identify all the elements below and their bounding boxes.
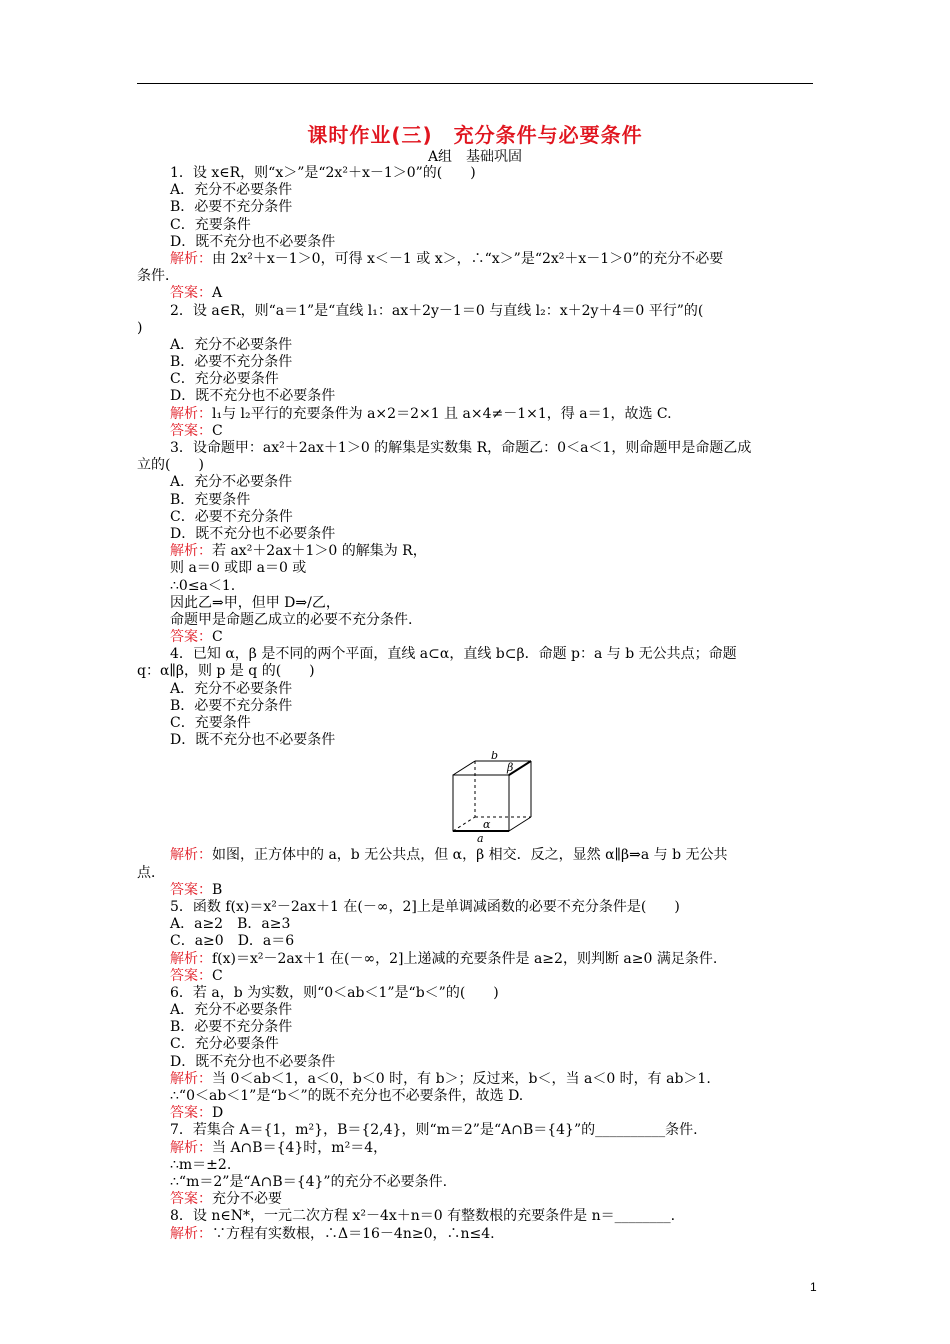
- line-body: C: [212, 967, 223, 984]
- text-line: [137, 285, 813, 302]
- text-line: 因此乙⇒甲，但甲 D⇒/乙，: [170, 594, 340, 611]
- text-line: C．a≥0 D．a＝6: [170, 933, 295, 950]
- text-line: C．充要条件: [170, 715, 251, 731]
- text-line: A．充分不必要条件: [170, 680, 293, 697]
- line-body: D: [212, 1105, 224, 1122]
- line-body: ∵方程有实数根，∴Δ＝16－4n≥0，∴n≤4.: [212, 1225, 495, 1242]
- line-body: 当 A∩B＝{4}时，m²＝4，: [212, 1139, 388, 1156]
- figure-label-alpha: α: [483, 818, 491, 832]
- line-body: 如图，正方体中的 a，b 无公共点，但 α，β 相交．反之，显然 α∥β⇒a 与 b 无公共: [212, 847, 728, 864]
- analysis-label: 解析：: [170, 1139, 212, 1156]
- cube-diagram: [447, 751, 547, 843]
- line-body: C: [212, 629, 223, 646]
- line-body: 充分不必要: [212, 1191, 282, 1208]
- text-line: [137, 968, 813, 985]
- answer-label: 答案：: [170, 881, 212, 898]
- answer-label: 答案：: [170, 285, 212, 302]
- text-line: [137, 847, 813, 864]
- text-line: C．充分必要条件: [170, 1036, 279, 1053]
- text-line: B．必要不充分条件: [170, 354, 293, 371]
- line-body: A: [212, 285, 223, 302]
- text-line: 6．若 a，b 为实数，则“0＜ab＜1”是“b＜”的( ): [170, 984, 499, 1001]
- text-line: [137, 1191, 813, 1208]
- text-line: C．充要条件: [170, 216, 251, 233]
- text-line: 条件．: [137, 268, 179, 285]
- line-body: B: [212, 881, 223, 898]
- answer-label: 答案：: [170, 422, 212, 439]
- text-line: D．既不充分也不必要条件: [170, 388, 336, 405]
- line-body: 若 ax²＋2ax＋1＞0 的解集为 R，: [212, 543, 427, 560]
- line-body: l₁与 l₂平行的充要条件为 a×2＝2×1 且 a×4≠－1×1，得 a＝1，故选 C.: [212, 405, 672, 422]
- analysis-label: 解析：: [170, 950, 212, 967]
- answer-label: 答案：: [170, 1191, 212, 1208]
- text-line: q：α∥β，则 p 是 q 的( ): [137, 663, 315, 680]
- text-line: C．充分必要条件: [170, 371, 279, 388]
- text-line: 8．设 n∈N*，一元二次方程 x²－4x＋n＝0 有整数根的充要条件是 n＝________.: [170, 1208, 676, 1225]
- text-line: 3．设命题甲：ax²＋2ax＋1＞0 的解集是实数集 R，命题乙：0＜a＜1，则命题甲是命题乙成: [170, 440, 752, 456]
- text-line: 则 a＝0 或即 a＝0 或: [170, 560, 307, 577]
- text-line: 立的( ): [137, 457, 204, 474]
- answer-label: 答案：: [170, 967, 212, 984]
- text-line: D．既不充分也不必要条件: [170, 732, 336, 749]
- cube-figure: [137, 751, 813, 843]
- line-body: 由 2x²＋x－1＞0，可得 x＜－1 或 x＞，∴“x＞”是“2x²＋x－1＞0”的充分不必要: [212, 250, 724, 267]
- text-line: 5．函数 f(x)＝x²－2ax＋1 在(－∞，2]上是单调减函数的必要不充分条件是( ): [170, 898, 680, 915]
- analysis-label: 解析：: [170, 543, 212, 560]
- text-line: [137, 629, 813, 646]
- answer-label: 答案：: [170, 1105, 212, 1122]
- figure-label-a: a: [477, 832, 484, 844]
- figure-label-beta: β: [507, 761, 514, 775]
- text-line: ∴m＝±2.: [170, 1156, 232, 1173]
- text-line: [137, 251, 813, 268]
- analysis-label: 解析：: [170, 1070, 212, 1087]
- text-line: A．充分不必要条件: [170, 474, 293, 491]
- text-line: A．充分不必要条件: [170, 1002, 293, 1019]
- text-line: B．充要条件: [170, 491, 251, 508]
- text-line: 命题甲是命题乙成立的必要不充分条件.: [170, 611, 413, 628]
- text-line: A．充分不必要条件: [170, 182, 293, 199]
- text-line: [137, 406, 813, 423]
- text-line: D．既不充分也不必要条件: [170, 525, 336, 542]
- text-line: [137, 1071, 813, 1088]
- text-line: ∴“m＝2”是“A∩B＝{4}”的充分不必要条件.: [170, 1173, 448, 1190]
- text-line: B．必要不充分条件: [170, 199, 293, 216]
- text-line: 2．设 a∈R，则“a＝1”是“直线 l₁：ax＋2y－1＝0 与直线 l₂：x＋2y＋4＝0 平行”的(: [170, 302, 704, 319]
- document-body: [137, 165, 813, 1243]
- page-title: 课时作业(三) 充分条件与必要条件: [307, 123, 643, 147]
- text-line: D．既不充分也不必要条件: [170, 233, 336, 250]
- header-rule: [137, 83, 813, 84]
- analysis-label: 解析：: [170, 1225, 212, 1242]
- text-line: [137, 1226, 813, 1243]
- group-heading: A组 基础巩固: [427, 149, 523, 165]
- text-line: [137, 543, 813, 560]
- text-line: A．a≥2 B．a≥3: [170, 916, 291, 933]
- analysis-label: 解析：: [170, 847, 212, 864]
- text-line: 4．已知 α，β 是不同的两个平面，直线 a⊂α，直线 b⊂β．命题 p：a 与 b 无公共点；命题: [170, 646, 737, 663]
- text-line: [137, 423, 813, 440]
- text-line: D．既不充分也不必要条件: [170, 1053, 336, 1070]
- text-line: B．必要不充分条件: [170, 1019, 293, 1036]
- text-line: ∴“0＜ab＜1”是“b＜”的既不充分也不必要条件，故选 D.: [170, 1088, 524, 1104]
- line-body: f(x)＝x²－2ax＋1 在(－∞，2]上递减的充要条件是 a≥2，则判断 a≥0 满足条件.: [212, 950, 718, 967]
- text-line: ): [137, 319, 143, 336]
- line-body: C: [212, 422, 223, 439]
- text-line: B．必要不充分条件: [170, 697, 293, 714]
- page-number: 1: [810, 1280, 817, 1294]
- line-body: 当 0＜ab＜1，a＜0，b＜0 时，有 b＞；反过来，b＜，当 a＜0 时，有 ab＞1.: [212, 1070, 711, 1087]
- analysis-label: 解析：: [170, 250, 212, 267]
- text-line: [137, 1105, 813, 1122]
- text-line: [137, 1140, 813, 1157]
- analysis-label: 解析：: [170, 405, 212, 422]
- answer-label: 答案：: [170, 629, 212, 646]
- text-line: [137, 951, 813, 968]
- text-line: 1．设 x∈R，则“x＞”是“2x²＋x－1＞0”的( ): [170, 165, 476, 181]
- text-line: ∴0≤a＜1.: [170, 577, 236, 594]
- text-line: C．必要不充分条件: [170, 508, 293, 525]
- text-line: A．充分不必要条件: [170, 336, 293, 353]
- text-line: [137, 882, 813, 899]
- figure-label-b: b: [491, 751, 499, 763]
- text-line: 点．: [137, 864, 165, 881]
- text-line: 7．若集合 A＝{1，m²}，B＝{2,4}，则“m＝2”是“A∩B＝{4}”的__________条件.: [170, 1122, 698, 1139]
